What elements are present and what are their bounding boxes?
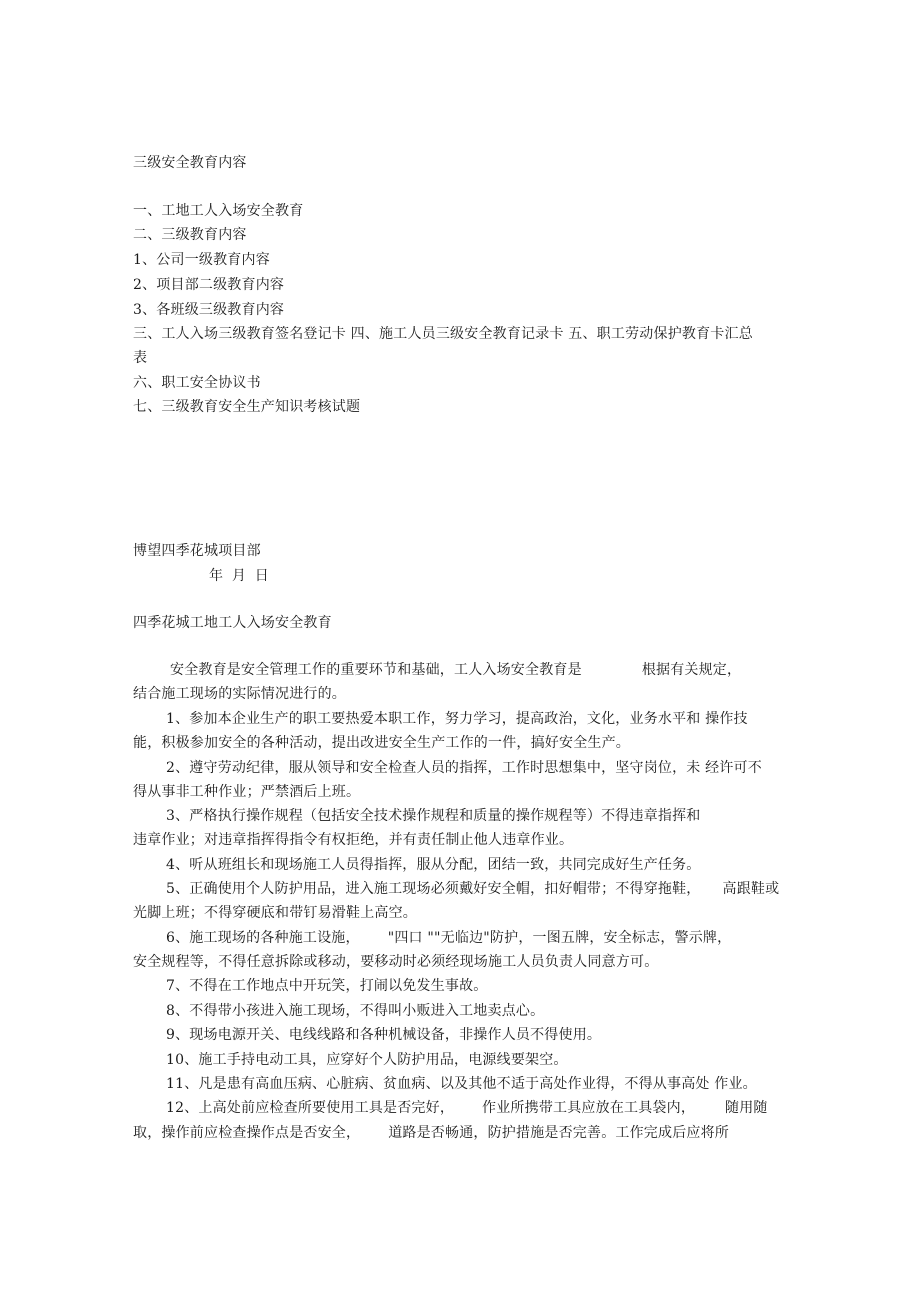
intro-line xyxy=(170,661,741,679)
doc-title: 三级安全教育内容 xyxy=(133,155,247,171)
rule-text: 作业所携带工具应放在工具袋内， xyxy=(482,1100,696,1116)
toc-item: 一、工地工人入场安全教育 xyxy=(133,203,304,219)
rule-line: 得从事非工种作业；严禁酒后上班。 xyxy=(133,784,361,800)
toc-item: 1、公司一级教育内容 xyxy=(133,252,270,268)
section-title: 四季花城工地工人入场安全教育 xyxy=(133,615,332,631)
rule-line xyxy=(166,880,779,898)
rule-line: 2、遵守劳动纪律，服从领导和安全检查人员的指挥，工作时思想集中，坚守岗位，未 经许可不 xyxy=(166,760,762,776)
toc-item: 六、职工安全协议书 xyxy=(133,375,261,391)
rule-line: 1、参加本企业生产的职工要热爱本职工作，努力学习，提高政治，文化，业务水平和 操作技 xyxy=(166,711,748,727)
rule-line: 光脚上班；不得穿硬底和带钉易滑鞋上高空。 xyxy=(133,905,417,921)
rule-text: "四口 ""无临边"防护，一图五牌，安全标志，警示牌， xyxy=(387,930,732,946)
rule-line: 7、不得在工作地点中开玩笑，打闹以免发生事故。 xyxy=(166,978,488,994)
toc-item: 二、三级教育内容 xyxy=(133,227,247,243)
intro-text: 安全教育是安全管理工作的重要环节和基础，工人入场安全教育是 xyxy=(170,662,582,678)
rule-line: 10、施工手持电动工具，应穿好个人防护用品，电源线要架空。 xyxy=(166,1052,568,1068)
signature-organization: 博望四季花城项目部 xyxy=(133,543,261,559)
rule-line xyxy=(166,929,731,947)
rule-line: 安全规程等，不得任意拆除或移动，要移动时必须经现场施工人员负责人同意方可。 xyxy=(133,954,659,970)
toc-item: 七、三级教育安全生产知识考核试题 xyxy=(133,399,361,415)
rule-line: 4、听从班组长和现场施工人员得指挥，服从分配，团结一致，共同完成好生产任务。 xyxy=(166,857,701,873)
rule-line: 8、不得带小孩进入施工现场，不得叫小贩进入工地卖点心。 xyxy=(166,1003,545,1019)
rule-line xyxy=(166,1099,768,1117)
rule-text: 高跟鞋或 xyxy=(722,881,780,897)
toc-item: 2、项目部二级教育内容 xyxy=(133,277,285,293)
rule-text: 随用随 xyxy=(725,1100,768,1116)
rule-line: 违章作业；对违章指挥得指令有权拒绝，并有责任制止他人违章作业。 xyxy=(133,832,574,848)
rule-line: 11、凡是患有高血压病、心脏病、贫血病、以及其他不适于高处作业得，不得从事高处 作业。 xyxy=(166,1076,757,1092)
intro-text: 根据有关规定， xyxy=(641,662,742,678)
intro-line: 结合施工现场的实际情况进行的。 xyxy=(133,686,346,702)
rule-text: 12、上高处前应检查所要使用工具是否完好， xyxy=(166,1100,455,1116)
rule-line xyxy=(133,1124,729,1142)
rule-text: 5、正确使用个人防护用品，进入施工现场必须戴好安全帽，扣好帽带；不得穿拖鞋， xyxy=(166,881,701,897)
toc-item: 表 xyxy=(133,350,148,366)
toc-item: 3、各班级三级教育内容 xyxy=(133,302,285,318)
rule-text: 取，操作前应检查操作点是否安全， xyxy=(133,1125,361,1141)
rule-line: 能，积极参加安全的各种活动，提出改进安全生产工作的一件，搞好安全生产。 xyxy=(133,735,630,751)
signature-date: 年 月 日 xyxy=(209,568,269,584)
rule-line: 3、严格执行操作规程（包括安全技术操作规程和质量的操作规程等）不得违章指挥和 xyxy=(166,808,701,824)
rule-text: 道路是否畅通，防护措施是否完善。工作完成后应将所 xyxy=(388,1125,730,1141)
toc-item: 三、工人入场三级教育签名登记卡 四、施工人员三级安全教育记录卡 五、职工劳动保护教育卡汇总 xyxy=(133,326,753,342)
rule-line: 9、现场电源开关、电线线路和各种机械设备，非操作人员不得使用。 xyxy=(166,1027,602,1043)
rule-text: 6、施工现场的各种施工设施， xyxy=(166,930,360,946)
